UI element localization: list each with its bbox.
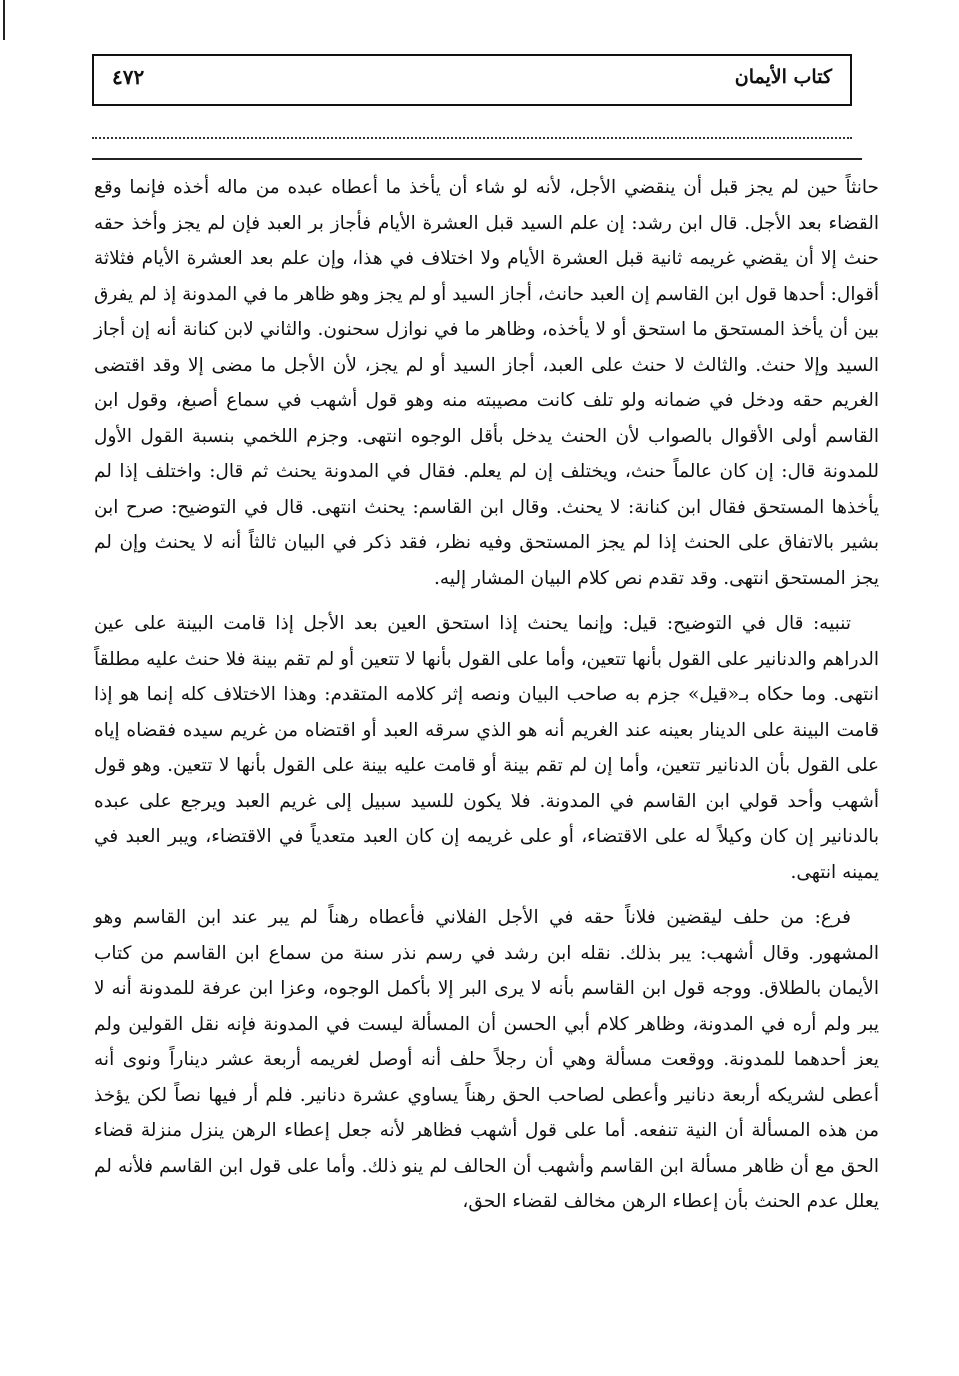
- running-header: [92, 54, 852, 106]
- header-rule: [92, 158, 862, 160]
- paragraph-3: فرع: من حلف ليقضين فلاناً حقه في الأجل الفلاني فأعطاه رهناً لم يبر عند ابن القاسم وهو المشهور. وقال أشهب: يبر بذلك. نقله ابن رشد في رسم نذر سنة من سماع ابن القاسم من كتاب الأيمان بالطلاق. ووجه قول ابن القاسم بأنه لا يرى البر إلا بأكمل الوجوه، وعزا ابن عرفة للمدونة أنه لا يبر ولم أره في المدونة، وظاهر كلام أبي الحسن أن المسألة ليست في المدونة فإنه نقل القولين ولم يعز أحدهما للمدونة. ووقعت مسألة وهي أن رجلاً حلف أنه أوصل لغريمه أربعة عشر ديناراً ونوى أنه أعطى لشريكه أربعة دنانير وأعطى لصاحب الحق رهناً يساوي عشرة دنانير. فلم أر فيها نصاً لكن يؤخذ من هذه المسألة أن النية تنفعه. أما على قول أشهب فظاهر لأنه جعل إعطاء الرهن ينزل منزلة قضاء الحق مع أن ظاهر مسألة ابن القاسم وأشهب أن الحالف لم ينو ذلك. وأما على قول ابن القاسم فلأنه لم يعلل عدم الحنث بأن إعطاء الرهن مخالف لقضاء الحق،: [94, 907, 879, 1212]
- page-number: ٤٧٢: [112, 65, 145, 89]
- dotted-divider: [92, 137, 852, 139]
- body-text: [94, 170, 879, 1220]
- paragraph-1: حانثاً حين لم يجز قبل أن ينقضي الأجل، لأنه لو شاء أن يأخذ ما أعطاه عبده من ماله أخذه فإنما وقع القضاء بعد الأجل. قال ابن رشد: إن علم السيد قبل العشرة الأيام فأجاز بر العبد فإن لم يجز وأخذ حقه حنث إلا أن يقضي غريمه ثانية قبل العشرة الأيام ولا اختلاف في هذا، وإن علم بعد العشرة الأيام فثلاثة أقوال: أحدها قول ابن القاسم إن العبد حانث، أجاز السيد أو لم يجز وهو ظاهر ما في المدونة إذ لم يفرق بين أن يأخذ المستحق ما استحق أو لا يأخذه، وظاهر ما في نوازل سحنون. والثاني لابن كنانة أنه إن أجاز السيد وإلا حنث. والثالث لا حنث على العبد، أجاز السيد أو لم يجز، لأن الأجل ما مضى إلا وقد اقتضى الغريم حقه ودخل في ضمانه ولو تلف كانت مصيبته منه وهو قول أشهب في سماع أصبغ، وقول ابن القاسم أولى الأقوال بالصواب لأن الحنث يدخل بأقل الوجوه انتهى. وجزم اللخمي بنسبة القول الأول للمدونة قال: إن كان عالماً حنث، ويختلف إن لم يعلم. فقال في المدونة يحنث ثم قال: واختلف إذا لم يأخذها المستحق فقال ابن كنانة: لا يحنث. وقال ابن القاسم: يحنث انتهى. قال في التوضيح: صرح ابن بشير بالاتفاق على الحنث إذا لم يجز المستحق وفيه نظر، فقد ذكر في البيان ثالثاً أنه لا يحنث وإن لم يجز المستحق انتهى. وقد تقدم نص كلام البيان المشار إليه.: [94, 177, 879, 589]
- paragraph-2: تنبيه: قال في التوضيح: قيل: وإنما يحنث إذا استحق العين بعد الأجل إذا قامت البينة على عين الدراهم والدنانير على القول بأنها تتعين، وأما على القول بأنها لا تتعين أو لم تقم بينة فلا حنث عليه مطلقاً انتهى. وما حكاه بـ«قيل» جزم به صاحب البيان ونصه إثر كلامه المتقدم: وهذا الاختلاف كله إنما هو إذا قامت البينة على الدينار بعينه عند الغريم أنه هو الذي سرقه العبد أو اقتضاه من غريم سيده فقضاه إياه على القول بأن الدنانير تتعين، وأما إن لم تقم بينة أو قامت عليه بينة على القول بأنها لا تتعين. وهو قول أشهب وأحد قولي ابن القاسم في المدونة. فلا يكون للسيد سبيل إلى غريم العبد ويرجع على عبده بالدنانير إن كان وكيلاً له على الاقتضاء، أو على غريمه إن كان العبد متعدياً في الاقتضاء، ويبر العبد في يمينه انتهى.: [94, 613, 879, 883]
- header-title: كتاب الأيمان: [734, 66, 832, 88]
- page-edge-mark: [3, 0, 5, 40]
